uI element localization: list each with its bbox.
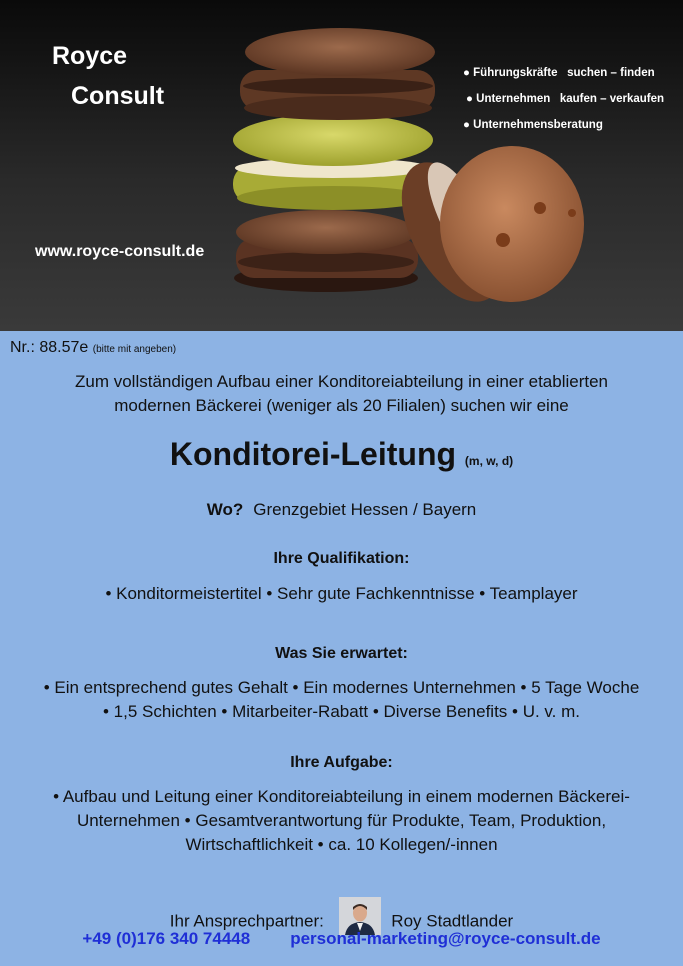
location-label: Wo?	[206, 500, 244, 519]
tasks-line: • Aufbau und Leitung einer Konditoreiabteilung in einem modernen Bäckerei-	[53, 787, 630, 806]
email-link[interactable]: personal-marketing@royce-consult.de	[290, 929, 601, 948]
service-item: ● Unternehmen kaufen – verkaufen	[466, 93, 665, 105]
intro-line: Zum vollständigen Aufbau einer Konditoreiabteilung in einer etablierten	[74, 372, 609, 391]
qualification-text: • Konditormeistertitel • Sehr gute Fachkenntnisse • Teamplayer	[105, 584, 578, 603]
location	[0, 498, 683, 522]
tasks-heading: Ihre Aufgabe:	[290, 754, 393, 771]
tasks-line: Unternehmen • Gesamtverantwortung für Produkte, Team, Produktion,	[76, 811, 607, 830]
contact-name: Roy Stadtlander	[391, 911, 514, 931]
qualification-heading: Ihre Qualifikation:	[273, 550, 410, 567]
website-link[interactable]: www.royce-consult.de	[35, 243, 205, 260]
intro-text	[0, 370, 683, 418]
offer-heading: Was Sie erwartet:	[275, 645, 408, 662]
header-banner	[0, 0, 683, 331]
location-value: Grenzgebiet Hessen / Bayern	[253, 500, 477, 519]
service-item: ● Führungskräfte suchen – finden	[463, 67, 655, 79]
service-item: ● Unternehmensberatung	[463, 119, 603, 131]
offer-line: • Ein entsprechend gutes Gehalt • Ein modernes Unternehmen • 5 Tage Woche	[43, 678, 640, 697]
job-title	[0, 434, 683, 481]
phone-link[interactable]: +49 (0)176 340 74448	[82, 929, 251, 948]
reference-note: (bitte mit angeben)	[92, 344, 177, 355]
gender-note: (m, w, d)	[464, 454, 514, 468]
contact-details	[0, 927, 683, 951]
reference-number	[10, 339, 176, 357]
brand-name-line2: Consult	[71, 82, 165, 110]
contact-label: Ihr Ansprechpartner:	[169, 911, 324, 931]
tasks-line: Wirtschaftlichkeit • ca. 10 Kollegen/-innen	[185, 835, 498, 854]
offer-line: • 1,5 Schichten • Mitarbeiter-Rabatt • Diverse Benefits • U. v. m.	[103, 702, 580, 721]
job-title-text: Konditorei-Leitung	[169, 436, 457, 472]
brand-name-line1: Royce	[52, 42, 128, 70]
reference-number-value: Nr.: 88.57e	[10, 339, 89, 356]
service-list	[463, 63, 664, 141]
intro-line: modernen Bäckerei (weniger als 20 Filialen) suchen wir eine	[114, 396, 569, 415]
